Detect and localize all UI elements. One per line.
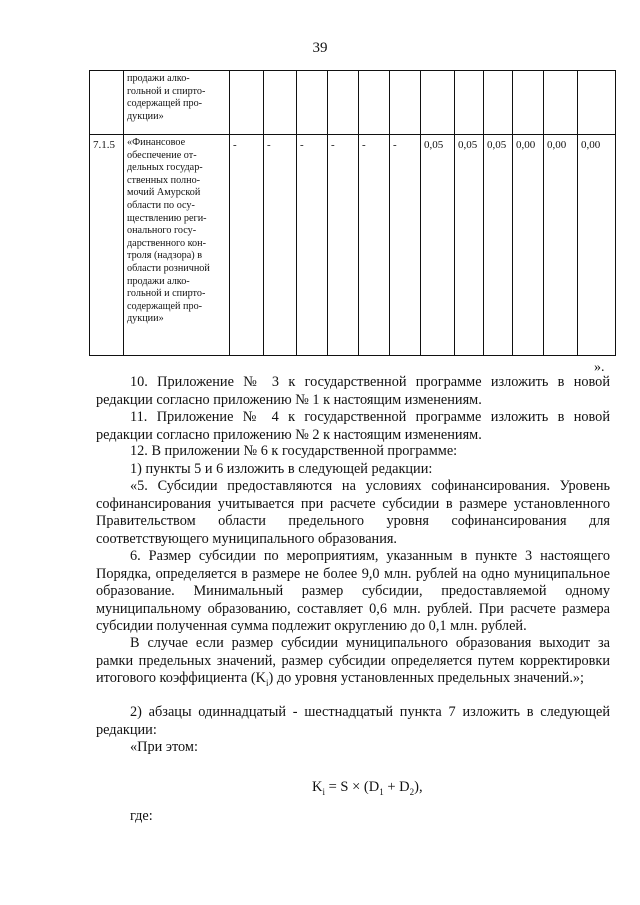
formula-d1-sub: 1 [379, 786, 384, 797]
table-cell [421, 71, 455, 135]
table-cell [513, 71, 544, 135]
table-cell [328, 71, 359, 135]
paragraph-subsidy-6: 6. Размер субсидии по мероприятиям, указанным в пункте 3 настоящего Порядка, определяется в размере не более 9,0 млн. рублей на одно муниципальное образование. Минимальный размер субсидии, предоставляемой одному муниципальному образованию, составляет 0,6 млн. рублей. При расчете размера субсидии полученная сумма подлежит округлению до 0,1 млн. рублей. [96, 548, 610, 635]
table-row [90, 71, 616, 135]
paragraph-subsidy-5: «5. Субсидии предоставляются на условиях софинансирования. Уровень софинансирования учитывается при расчете субсидии в размере установленного Правительством области предельного уровня софинансирования для соответствующего муниципального образования. [96, 478, 610, 547]
paragraph-limits-text-end: ) до уровня установленных предельных значений.»; [268, 670, 585, 687]
paragraph-where: где: [130, 808, 153, 824]
table-cell [359, 71, 390, 135]
formula-lhs-sub: i [322, 786, 325, 797]
value-cell: 0,05 [455, 135, 484, 356]
formula-mid: = S × (D [325, 779, 380, 795]
table-cell [455, 71, 484, 135]
value-cell: - [264, 135, 297, 356]
paragraph-12: 12. В приложении № 6 к государственной программе: [130, 443, 458, 459]
paragraph-12-item-2: 2) абзацы одиннадцатый - шестнадцатый пункта 7 изложить в следующей редакции: [96, 704, 610, 738]
formula-d2-sub: 2 [409, 786, 415, 797]
table-row [90, 135, 616, 356]
table-cell [390, 71, 421, 135]
value-cell: - [328, 135, 359, 356]
paragraph-limits [96, 635, 610, 693]
formula-plus: + D [383, 779, 410, 795]
table-cell [297, 71, 328, 135]
value-cell: - [297, 135, 328, 356]
paragraph-10: 10. Приложение № 3 к государственной программе изложить в новой редакции согласно приложению № 1 к настоящим изменениям. [96, 374, 610, 408]
formula [312, 779, 423, 797]
table-cell-text: продажи алко- гольной и спирто- содержащей про- дукции» [124, 71, 230, 135]
value-cell: - [230, 135, 264, 356]
formula-lhs: K [312, 779, 323, 795]
value-cell: 0,00 [544, 135, 578, 356]
paragraph-limits-text: В случае если размер субсидии муниципального образования выходит за рамки предельных значений, размер субсидии определяется путем корректировки итогового коэффициента (K [96, 635, 610, 687]
table-cell [90, 71, 124, 135]
table-cell [484, 71, 513, 135]
paragraph-11: 11. Приложение № 4 к государственной программе изложить в новой редакции согласно приложению № 2 к настоящим изменениям. [96, 409, 610, 443]
coefficient-subscript: i [265, 678, 269, 689]
table-cell [230, 71, 264, 135]
value-cell: - [390, 135, 421, 356]
formula-end: ), [414, 779, 423, 795]
closing-quote: ». [594, 360, 605, 375]
value-cell: 0,05 [421, 135, 455, 356]
paragraph-12-item-1: 1) пункты 5 и 6 изложить в следующей редакции: [130, 461, 433, 477]
program-table [89, 70, 616, 356]
value-cell: 0,00 [578, 135, 616, 356]
row-number: 7.1.5 [90, 135, 124, 356]
page-number: 39 [312, 40, 328, 56]
table-cell [264, 71, 297, 135]
table-cell-text: «Финансовое обеспечение от- дельных государ- ственных полно- мочий Амурской области по осу- ществлению реги- онального госу- дарственного кон- троля (надзора) в области розничной продажи алко- гольной и спирто- содержащей про- дукции» [124, 135, 230, 356]
value-cell: 0,05 [484, 135, 513, 356]
table-cell [578, 71, 616, 135]
value-cell: 0,00 [513, 135, 544, 356]
table-cell [544, 71, 578, 135]
value-cell: - [359, 135, 390, 356]
paragraph-when: «При этом: [130, 739, 198, 755]
